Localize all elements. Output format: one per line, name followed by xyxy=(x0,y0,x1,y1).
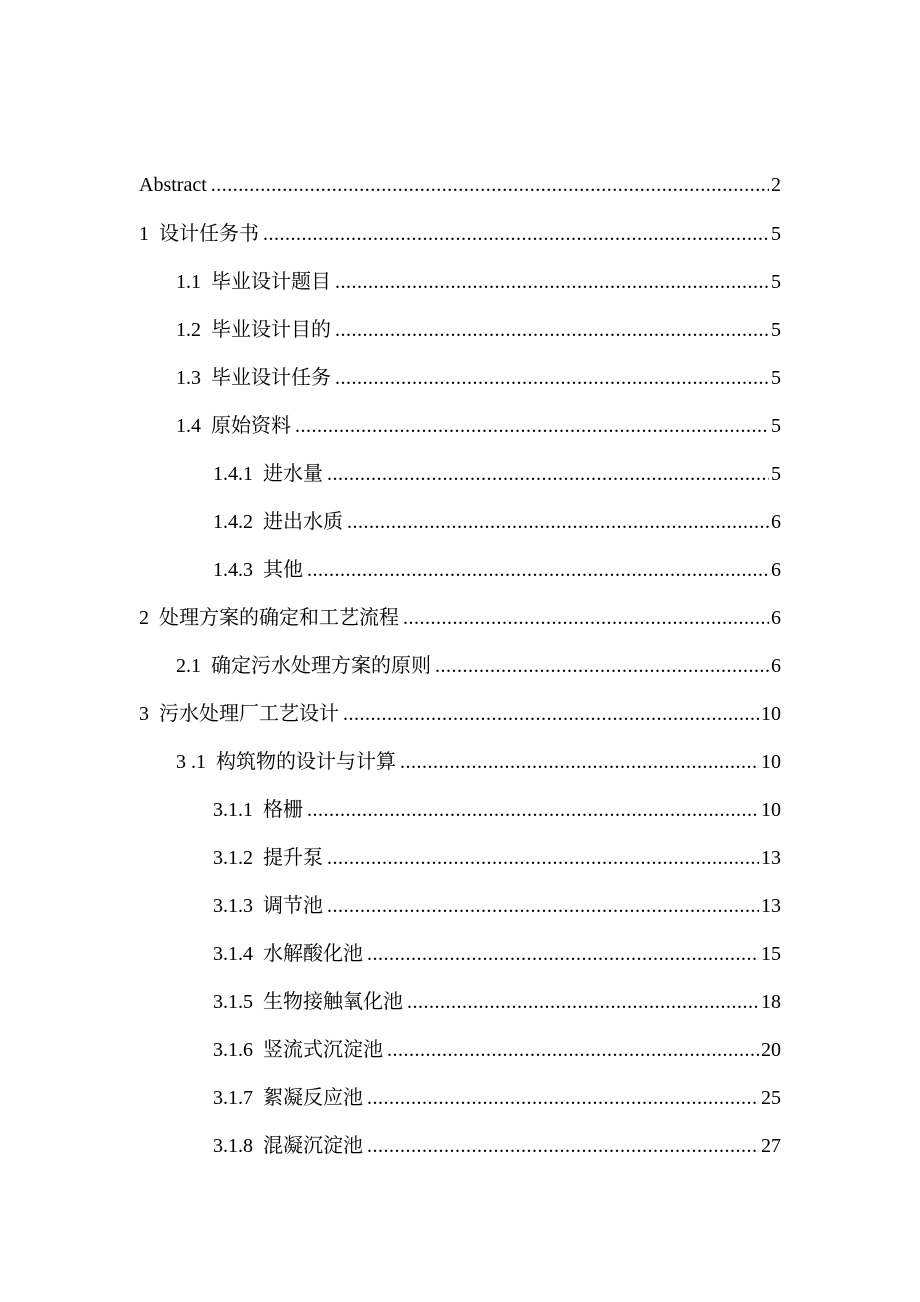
toc-title: 污水处理厂工艺设计 xyxy=(159,701,339,725)
toc-entry-1-1[interactable] xyxy=(176,266,781,296)
toc-leader-dots xyxy=(263,219,769,249)
toc-entry-3-1-7[interactable] xyxy=(213,1082,781,1112)
toc-leader-dots xyxy=(367,1131,759,1161)
toc-title: 确定污水处理方案的原则 xyxy=(211,653,431,677)
toc-title: 格栅 xyxy=(263,797,303,821)
toc-section-number: 3.1.6 xyxy=(213,1039,253,1061)
toc-entry-1-4[interactable] xyxy=(176,410,781,440)
toc-page-number: 5 xyxy=(771,367,781,389)
toc-title: 提升泵 xyxy=(263,845,323,869)
toc-entry-abstract[interactable] xyxy=(139,170,781,200)
toc-page-number: 10 xyxy=(761,703,781,725)
toc-leader-dots xyxy=(327,459,769,489)
toc-entry-2-1[interactable] xyxy=(176,650,781,680)
toc-entry-3-1-1[interactable] xyxy=(213,794,781,824)
toc-leader-dots xyxy=(387,1035,759,1065)
toc-title: 其他 xyxy=(263,557,303,581)
toc-entry-3-1-6[interactable] xyxy=(213,1034,781,1064)
toc-entry-1-4-1[interactable] xyxy=(213,458,781,488)
toc-section-number: 1 xyxy=(139,223,149,245)
toc-page-number: 20 xyxy=(761,1039,781,1061)
toc-leader-dots xyxy=(347,507,769,537)
toc-section-number: 3.1.4 xyxy=(213,943,253,965)
toc-leader-dots xyxy=(327,843,759,873)
toc-entry-3-1-5[interactable] xyxy=(213,986,781,1016)
toc-leader-dots xyxy=(295,411,769,441)
toc-section-number: 1.3 xyxy=(176,367,201,389)
toc-leader-dots xyxy=(343,699,759,729)
toc-entry-1-3[interactable] xyxy=(176,362,781,392)
toc-page-number: 2 xyxy=(771,174,781,196)
toc-title: 构筑物的设计与计算 xyxy=(216,749,396,773)
toc-title: 进出水质 xyxy=(263,509,343,533)
toc-section-number: 1.1 xyxy=(176,271,201,293)
toc-page-number: 10 xyxy=(761,799,781,821)
toc-leader-dots xyxy=(307,555,769,585)
toc-page-number: 5 xyxy=(771,415,781,437)
toc-page-number: 15 xyxy=(761,943,781,965)
toc-leader-dots xyxy=(367,939,759,969)
toc-leader-dots xyxy=(211,170,769,200)
toc-page-number: 5 xyxy=(771,319,781,341)
toc-page-number: 27 xyxy=(761,1135,781,1157)
toc-section-number: 3.1.3 xyxy=(213,895,253,917)
toc-section-number: 2 xyxy=(139,607,149,629)
toc-entry-1-4-3[interactable] xyxy=(213,554,781,584)
toc-page-number: 6 xyxy=(771,607,781,629)
toc-section-number: 1.4.1 xyxy=(213,463,253,485)
toc-leader-dots xyxy=(435,651,769,681)
toc-entry-1-2[interactable] xyxy=(176,314,781,344)
toc-page-number: 6 xyxy=(771,655,781,677)
toc-section-number: 2.1 xyxy=(176,655,201,677)
toc-section-number: 3 .1 xyxy=(176,751,206,773)
toc-section-number: 1.4 xyxy=(176,415,201,437)
toc-leader-dots xyxy=(307,795,759,825)
toc-leader-dots xyxy=(327,891,759,921)
toc-leader-dots xyxy=(335,315,769,345)
toc-title: 毕业设计题目 xyxy=(211,269,331,293)
toc-entry-1[interactable] xyxy=(139,218,781,248)
toc-leader-dots xyxy=(400,747,759,777)
toc-title: 进水量 xyxy=(263,461,323,485)
toc-page-number: 18 xyxy=(761,991,781,1013)
toc-entry-3-1-8[interactable] xyxy=(213,1130,781,1160)
toc-section-number: 1.4.3 xyxy=(213,559,253,581)
toc-leader-dots xyxy=(407,987,759,1017)
toc-page-number: 5 xyxy=(771,223,781,245)
toc-section-number: 3.1.2 xyxy=(213,847,253,869)
toc-entry-2[interactable] xyxy=(139,602,781,632)
toc-entry-3-1-4[interactable] xyxy=(213,938,781,968)
toc-page-number: 5 xyxy=(771,271,781,293)
toc-title: 水解酸化池 xyxy=(263,941,363,965)
toc-entry-3-1-2[interactable] xyxy=(213,842,781,872)
toc-entry-3-1[interactable] xyxy=(176,746,781,776)
toc-section-number: 3.1.7 xyxy=(213,1087,253,1109)
toc-leader-dots xyxy=(403,603,769,633)
toc-title: Abstract xyxy=(139,174,207,196)
toc-leader-dots xyxy=(335,363,769,393)
toc-section-number: 3 xyxy=(139,703,149,725)
toc-page-number: 10 xyxy=(761,751,781,773)
toc-section-number: 3.1.8 xyxy=(213,1135,253,1157)
toc-title: 毕业设计任务 xyxy=(211,365,331,389)
toc-title: 原始资料 xyxy=(211,413,291,437)
toc-entry-3-1-3[interactable] xyxy=(213,890,781,920)
toc-section-number: 1.2 xyxy=(176,319,201,341)
toc-title: 絮凝反应池 xyxy=(263,1085,363,1109)
toc-leader-dots xyxy=(335,267,769,297)
toc-title: 混凝沉淀池 xyxy=(263,1133,363,1157)
toc-title: 处理方案的确定和工艺流程 xyxy=(159,605,399,629)
toc-title: 毕业设计目的 xyxy=(211,317,331,341)
toc-page-number: 13 xyxy=(761,847,781,869)
toc-section-number: 3.1.5 xyxy=(213,991,253,1013)
toc-page-number: 13 xyxy=(761,895,781,917)
toc-title: 生物接触氧化池 xyxy=(263,989,403,1013)
toc-leader-dots xyxy=(367,1083,759,1113)
toc-entry-3[interactable] xyxy=(139,698,781,728)
toc-title: 竖流式沉淀池 xyxy=(263,1037,383,1061)
toc-entry-1-4-2[interactable] xyxy=(213,506,781,536)
toc-section-number: 3.1.1 xyxy=(213,799,253,821)
toc-page-number: 5 xyxy=(771,463,781,485)
toc-page-number: 6 xyxy=(771,511,781,533)
toc-title: 调节池 xyxy=(263,893,323,917)
toc-title: 设计任务书 xyxy=(159,221,259,245)
toc-section-number: 1.4.2 xyxy=(213,511,253,533)
toc-page-number: 25 xyxy=(761,1087,781,1109)
toc-page-number: 6 xyxy=(771,559,781,581)
